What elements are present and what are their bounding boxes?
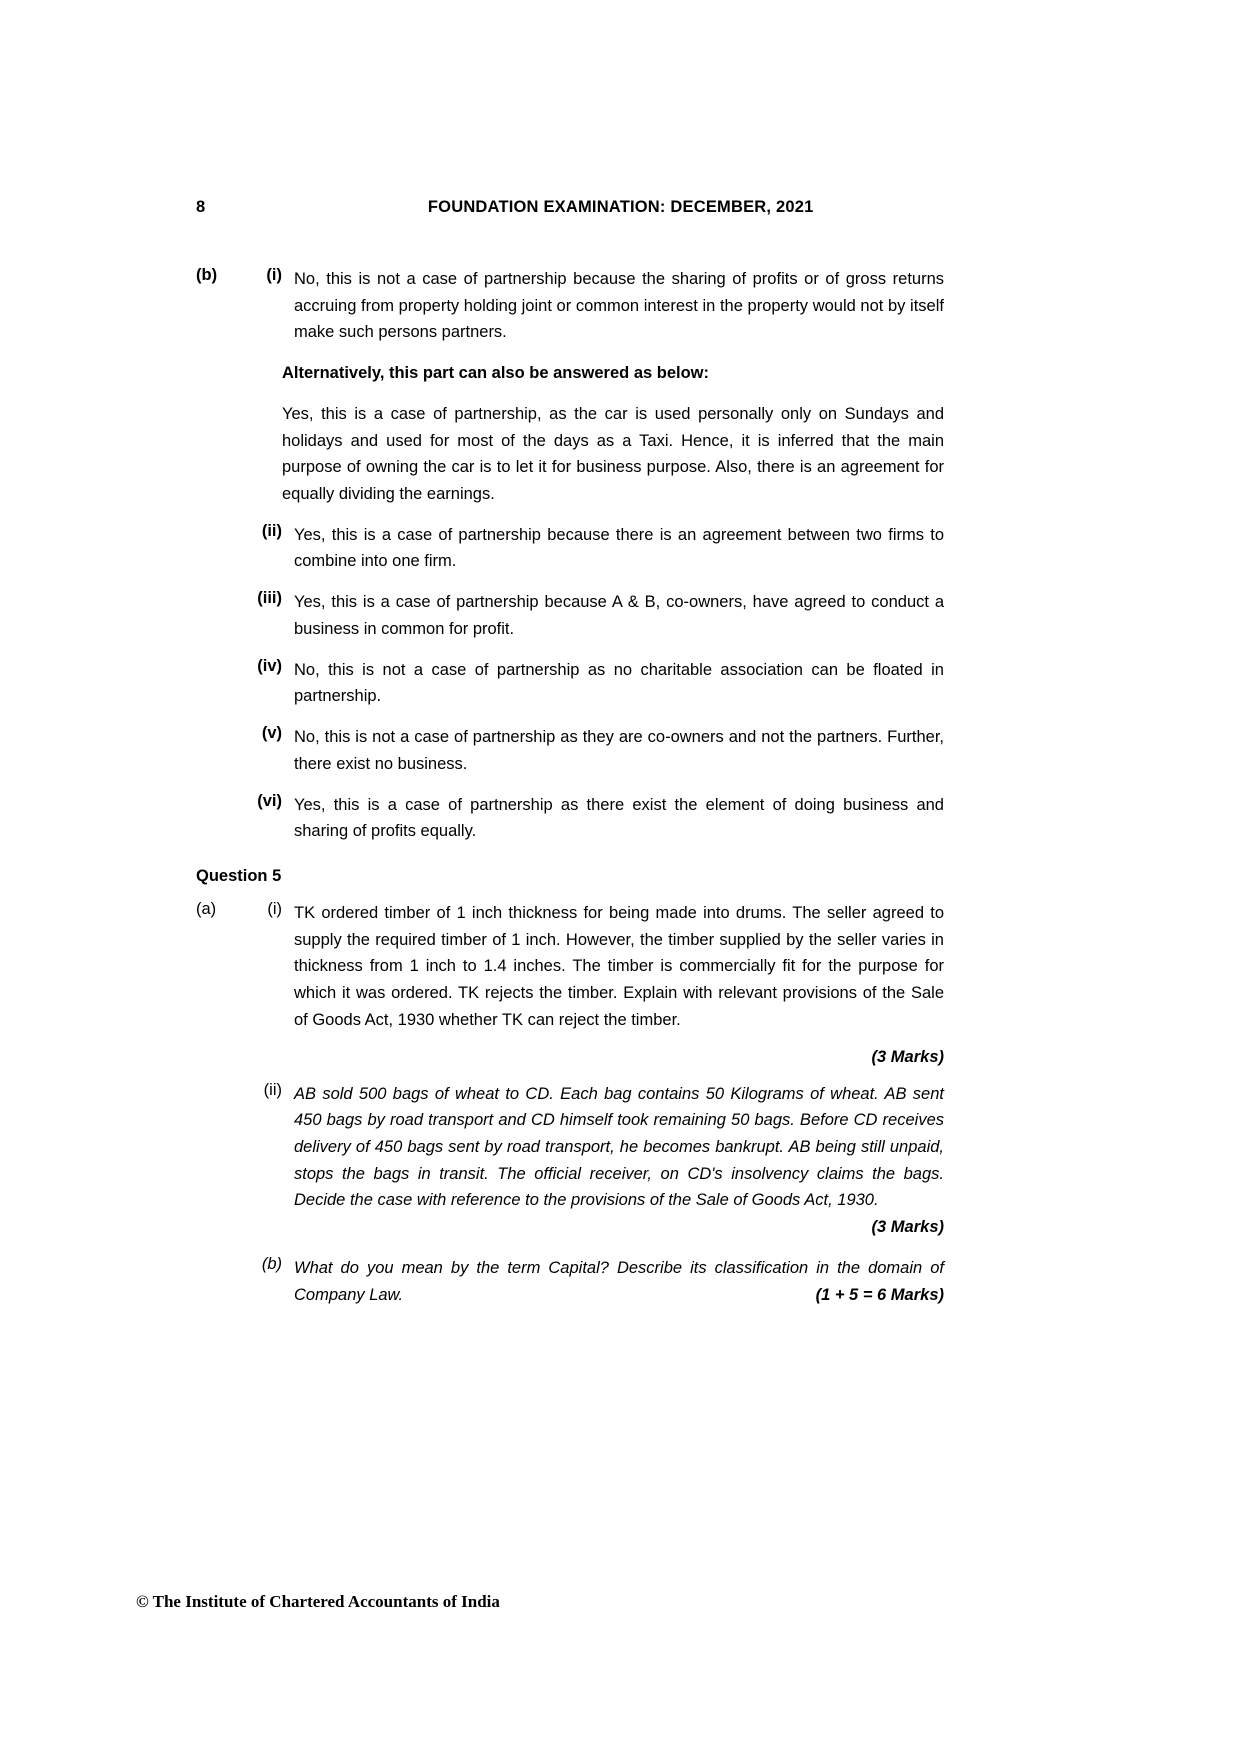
question-text-italic: to supply the required timber of 1 inch. However, the timber supplied by the seller varies in thickness from 1 inch to 1.4 inches. The timber is commercially fit for the purpose for which it was ordered. TK rejects the timber. Explain with relevant provisions of the Sale of Goods Act, 1930 whether TK can reject the timber.: [294, 903, 944, 1029]
question-text-body: AB sold 500 bags of wheat to CD. Each bag contains 50 Kilograms of wheat. AB sent 450 bags by road transport and CD himself took remaining 50 bags. Before CD receives delivery of 450 bags sent by road transport, he becomes bankrupt. AB being still unpaid, stops the bags in transit. The official receiver, on CD's insolvency claims the bags. Decide the case with reference to the provisions of the Sale of Goods Act, 1930.: [294, 1084, 944, 1210]
item-marker-i: (i): [267, 899, 282, 918]
item-marker-i: (i): [266, 266, 282, 284]
marks-label: (3 Marks): [871, 1218, 944, 1237]
item-text: Yes, this is a case of partnership because A & B, co-owners, have agreed to conduct a business in common for profit.: [294, 593, 944, 638]
part-label-a: (a): [196, 899, 217, 918]
page-content: [196, 266, 944, 1322]
question-text: [294, 1255, 944, 1308]
marks-label: (1 + 5 = 6 Marks): [815, 1285, 944, 1304]
question-item: [196, 1255, 944, 1308]
question-text-body: What do you mean by the term Capital? Describe its classification in the domain of Company Law.: [294, 1258, 944, 1304]
question-text: [294, 900, 944, 1034]
alternative-answer-text: Yes, this is a case of partnership, as the car is used personally only on Sundays and holidays and used for most of the days as a Taxi. Hence, it is inferred that the main purpose of owning the car is to let it for business purpose. Also, there is an agreement for equally dividing the earnings.: [282, 404, 944, 504]
footer-copyright: © The Institute of Chartered Accountants of India: [136, 1592, 500, 1611]
item-marker-ii: (ii): [261, 521, 282, 540]
question-item: [196, 900, 944, 1034]
question-text-regular: TK ordered timber of 1 inch thickness for being made into drums. The seller agreed: [294, 903, 931, 922]
answer-item: [196, 589, 944, 642]
page-header: [196, 198, 1056, 217]
question-heading: Question 5: [196, 866, 282, 885]
answer-item: [196, 792, 944, 845]
question-text: [294, 1081, 944, 1241]
answer-item: [196, 724, 944, 777]
answer-item: [196, 522, 944, 575]
alternative-note: Alternatively, this part can also be answered as below:: [282, 364, 710, 383]
item-marker-ii: (ii): [263, 1080, 282, 1099]
item-text: No, this is not a case of partnership because the sharing of profits or of gross returns accruing from property holding joint or common interest in the property would not by itself make such persons partners.: [294, 270, 944, 342]
item-text: No, this is not a case of partnership as no charitable association can be floated in partnership.: [294, 660, 944, 706]
marks-label: (3 Marks): [871, 1047, 944, 1066]
part-label-b: (b): [196, 266, 218, 284]
question-item: [196, 1081, 944, 1241]
page-number: 8: [196, 198, 206, 216]
exam-header-title: FOUNDATION EXAMINATION: DECEMBER, 2021: [427, 198, 814, 216]
item-marker-v: (v): [261, 724, 282, 743]
part-marker-b: (b): [261, 1254, 282, 1273]
item-text: Yes, this is a case of partnership as there exist the element of doing business and sharing of profits equally.: [294, 795, 944, 841]
answer-item: [196, 657, 944, 710]
item-marker-iv: (iv): [257, 656, 282, 675]
item-text: Yes, this is a case of partnership because there is an agreement between two firms to combine into one firm.: [294, 525, 944, 571]
item-text: No, this is not a case of partnership as they are co-owners and not the partners. Further, there exist no business.: [294, 728, 944, 773]
answer-item: [196, 266, 944, 346]
item-marker-iii: (iii): [257, 589, 282, 608]
item-marker-vi: (vi): [257, 791, 282, 810]
answer-item-i-continuation: [282, 360, 944, 508]
